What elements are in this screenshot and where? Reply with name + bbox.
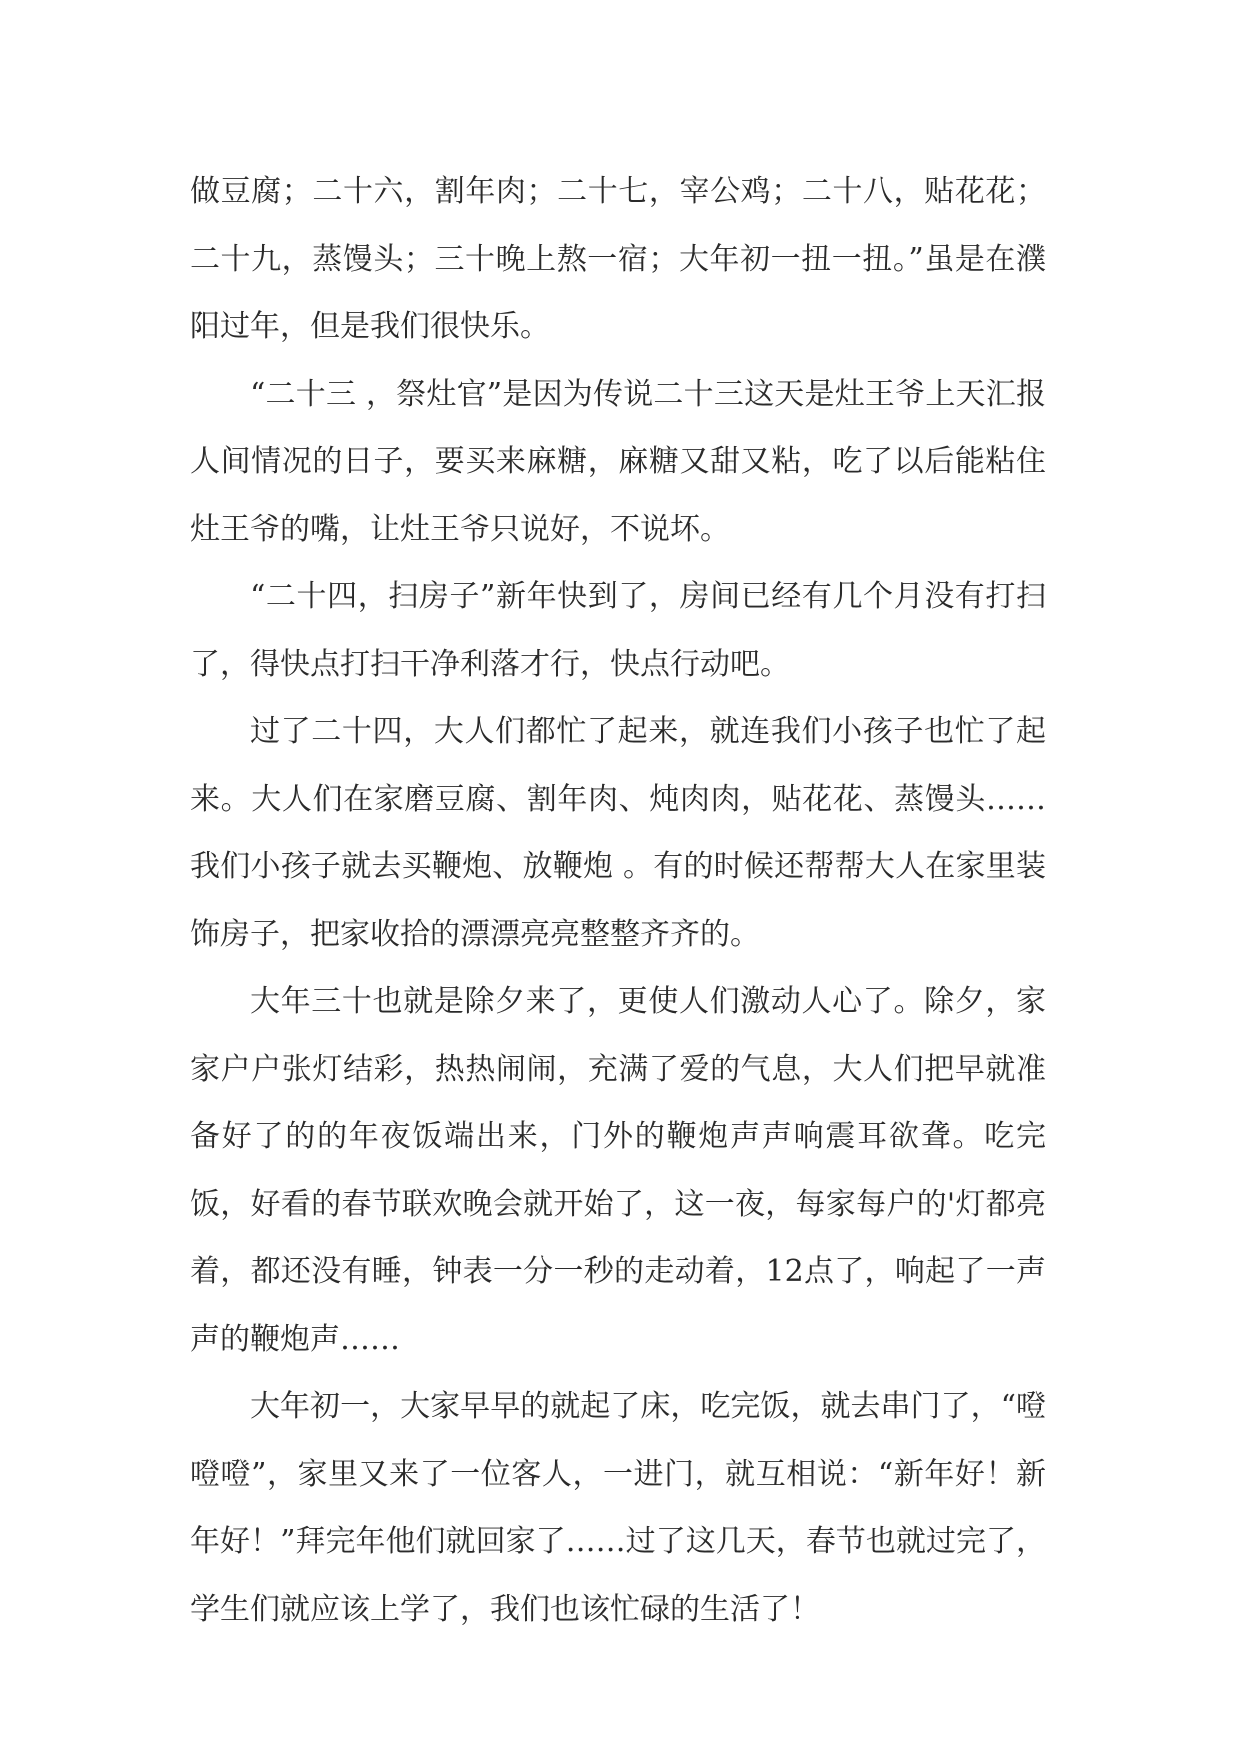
document-body xyxy=(190,158,1046,1643)
paragraph-3: “二十四，扫房子”新年快到了，房间已经有几个月没有打扫了，得快点打扫干净利落才行，快点行动吧。 xyxy=(190,579,1046,682)
paragraph-1: 做豆腐；二十六，割年肉；二十七，宰公鸡；二十八，贴花花；二十九，蒸馒头；三十晚上熬一宿；大年初一扭一扭。”虽是在濮阳过年，但是我们很快乐。 xyxy=(190,174,1046,344)
paragraph-6: 大年初一，大家早早的就起了床，吃完饭，就去串门了，“噔噔噔”，家里又来了一位客人，一进门，就互相说：“新年好！新年好！”拜完年他们就回家了……过了这几天，春节也就过完了，学生们就应该上学了，我们也该忙碌的生活了！ xyxy=(190,1389,1046,1627)
paragraph-2: “二十三 ，祭灶官”是因为传说二十三这天是灶王爷上天汇报人间情况的日子，要买来麻糖，麻糖又甜又粘，吃了以后能粘住灶王爷的嘴，让灶王爷只说好，不说坏。 xyxy=(190,376,1046,547)
paragraph-4: 过了二十四，大人们都忙了起来，就连我们小孩子也忙了起来。大人们在家磨豆腐、割年肉、炖肉肉，贴花花、蒸馒头……我们小孩子就去买鞭炮、放鞭炮 。有的时候还帮帮大人在家里装饰房子，把家收拾的漂漂亮亮整整齐齐的。 xyxy=(190,714,1046,952)
paragraph-5: 大年三十也就是除夕来了，更使人们激动人心了。除夕，家家户户张灯结彩，热热闹闹，充满了爱的气息，大人们把早就准备好了的的年夜饭端出来，门外的鞭炮声声响震耳欲聋。吃完饭，好看的春节联欢晚会就开始了，这一夜，每家每户的'灯都亮着，都还没有睡，钟表一分一秒的走动着，12点了，响起了一声声的鞭炮声…… xyxy=(190,984,1046,1357)
